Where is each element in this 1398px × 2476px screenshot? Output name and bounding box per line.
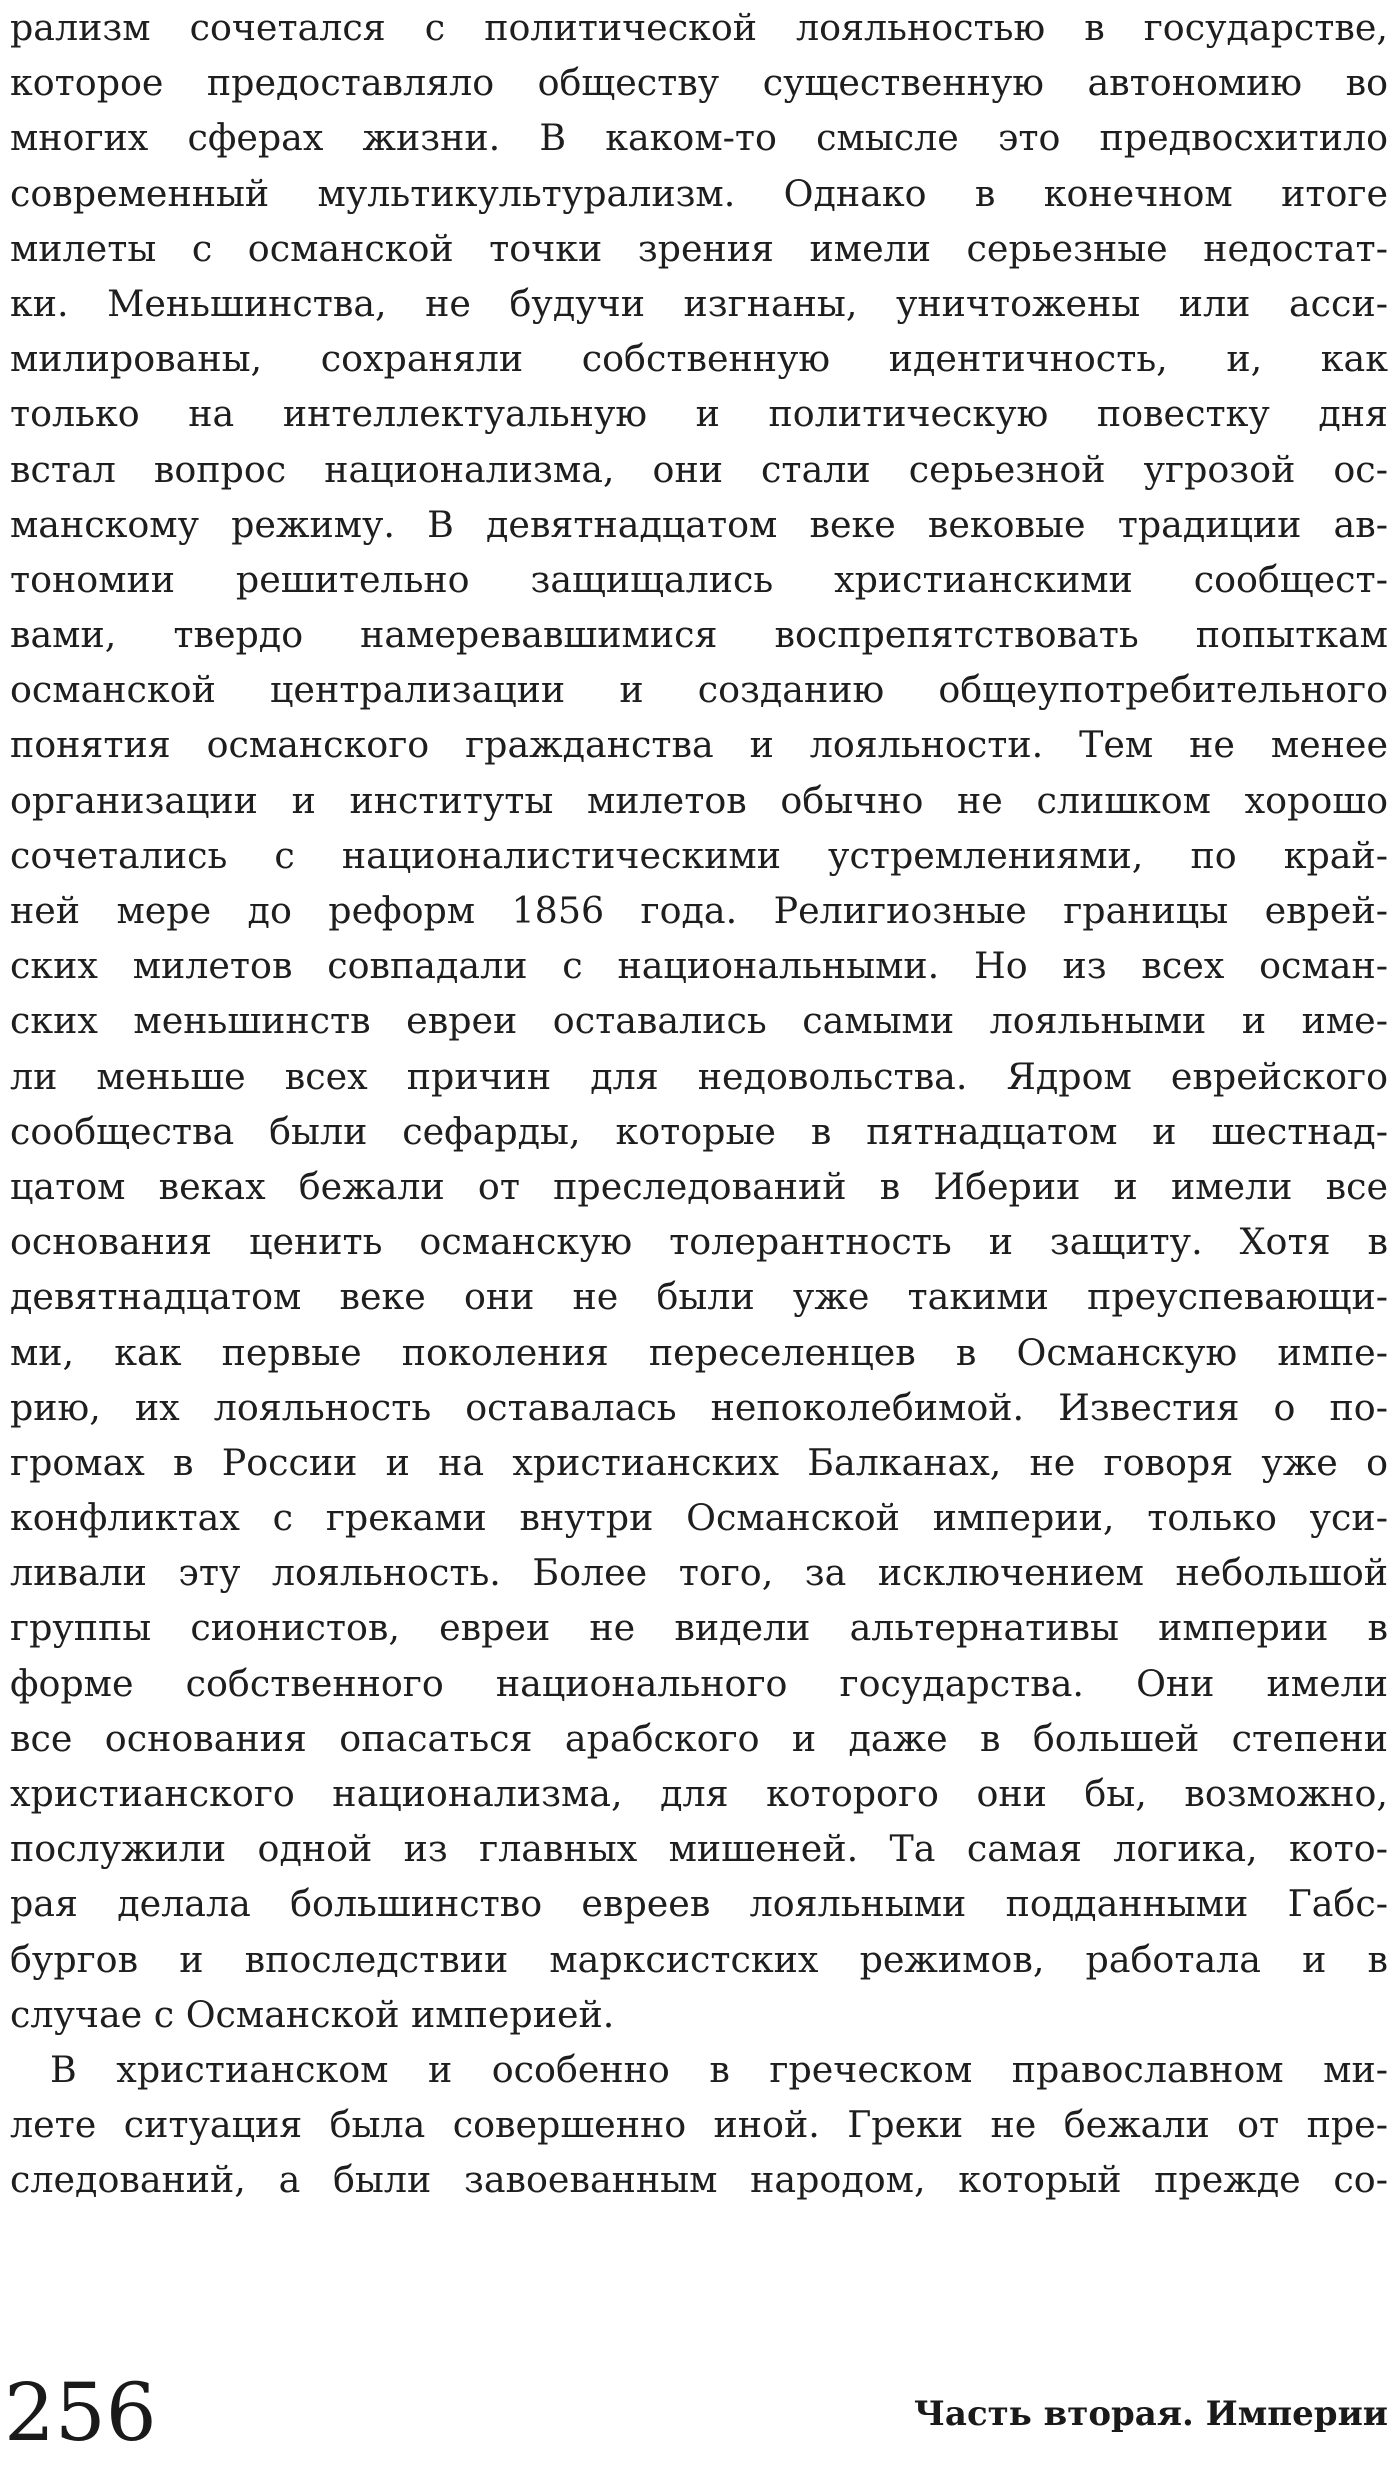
text-line: милированы, сохраняли собственную идентичность, и, как (10, 337, 1388, 381)
text-line: тономии решительно защищались христианскими сообщест- (10, 557, 1388, 601)
text-line: конфликтах с греками внутри Османской империи, только уси- (10, 1496, 1388, 1540)
text-line: организации и институты милетов обычно не слишком хорошо (10, 778, 1388, 822)
text-line: форме собственного национального государства. Они имели (10, 1661, 1388, 1705)
text-line: рию, их лояльность оставалась непоколебимой. Известия о по- (10, 1385, 1388, 1429)
text-line: послужили одной из главных мишеней. Та самая логика, кото- (10, 1827, 1388, 1871)
text-line: случае с Османской империей. (10, 1992, 615, 2036)
text-line: встал вопрос национализма, они стали серьезной угрозой ос- (10, 447, 1388, 491)
text-line: милеты с османской точки зрения имели серьезные недостат- (10, 226, 1388, 270)
paragraph-1 (10, 0, 1388, 2042)
text-line: сочетались с националистическими устремлениями, по край- (10, 833, 1388, 877)
text-line: христианского национализма, для которого они бы, возможно, (10, 1772, 1388, 1815)
body-text (10, 0, 1388, 2208)
text-line: ки. Меньшинства, не будучи изгнаны, уничтожены или асси- (10, 281, 1388, 325)
text-line: девятнадцатом веке они не были уже такими преуспевающи- (10, 1275, 1388, 1319)
text-line: многих сферах жизни. В каком-то смысле это предвосхитило (10, 116, 1388, 160)
text-line: понятия османского гражданства и лояльности. Тем не менее (10, 723, 1388, 767)
text-line: которое предоставляло обществу существенную автономию во (10, 61, 1388, 105)
text-line: группы сионистов, евреи не видели альтернативы империи в (10, 1606, 1388, 1650)
text-line: ми, как первые поколения переселенцев в Османскую импе- (10, 1330, 1388, 1374)
text-line: следований, а были завоеванным народом, который прежде со- (10, 2158, 1388, 2202)
text-line: ней мере до реформ 1856 года. Религиозные границы еврей- (10, 889, 1388, 932)
paragraph-2 (10, 2042, 1388, 2208)
running-title: Часть вторая. Империи (913, 2394, 1388, 2434)
text-line: османской централизации и созданию общеупотребительного (10, 668, 1388, 712)
text-line: лете ситуация была совершенно иной. Греки не бежали от пре- (10, 2103, 1388, 2147)
text-line: В христианском и особенно в греческом православном ми- (50, 2047, 1388, 2091)
text-line: только на интеллектуальную и политическую повестку дня (10, 392, 1388, 436)
text-line: сообщества были сефарды, которые в пятнадцатом и шестнад- (10, 1109, 1388, 1153)
text-line: бургов и впоследствии марксистских режимов, работала и в (10, 1937, 1388, 1981)
page-number: 256 (4, 2366, 157, 2459)
text-line: рая делала большинство евреев лояльными подданными Габс- (10, 1882, 1388, 1926)
text-line: ли меньше всех причин для недовольства. Ядром еврейского (10, 1054, 1388, 1098)
text-line: громах в России и на христианских Балканах, не говоря уже о (10, 1440, 1388, 1484)
text-line: рализм сочетался с политической лояльностью в государстве, (10, 6, 1388, 49)
text-line: манскому режиму. В девятнадцатом веке вековые традиции ав- (10, 502, 1388, 546)
text-line: основания ценить османскую толерантность и защиту. Хотя в (10, 1220, 1388, 1264)
text-line: цатом веках бежали от преследований в Иберии и имели все (10, 1164, 1388, 1208)
text-line: ских меньшинств евреи оставались самыми лояльными и име- (10, 999, 1388, 1043)
text-line: ливали эту лояльность. Более того, за исключением небольшой (10, 1551, 1388, 1595)
text-line: ских милетов совпадали с национальными. Но из всех осман- (10, 944, 1388, 988)
text-line: современный мультикультурализм. Однако в конечном итоге (10, 171, 1388, 215)
text-line: все основания опасаться арабского и даже в большей степени (10, 1716, 1388, 1760)
text-line: вами, твердо намеревавшимися воспрепятствовать попыткам (10, 613, 1388, 657)
